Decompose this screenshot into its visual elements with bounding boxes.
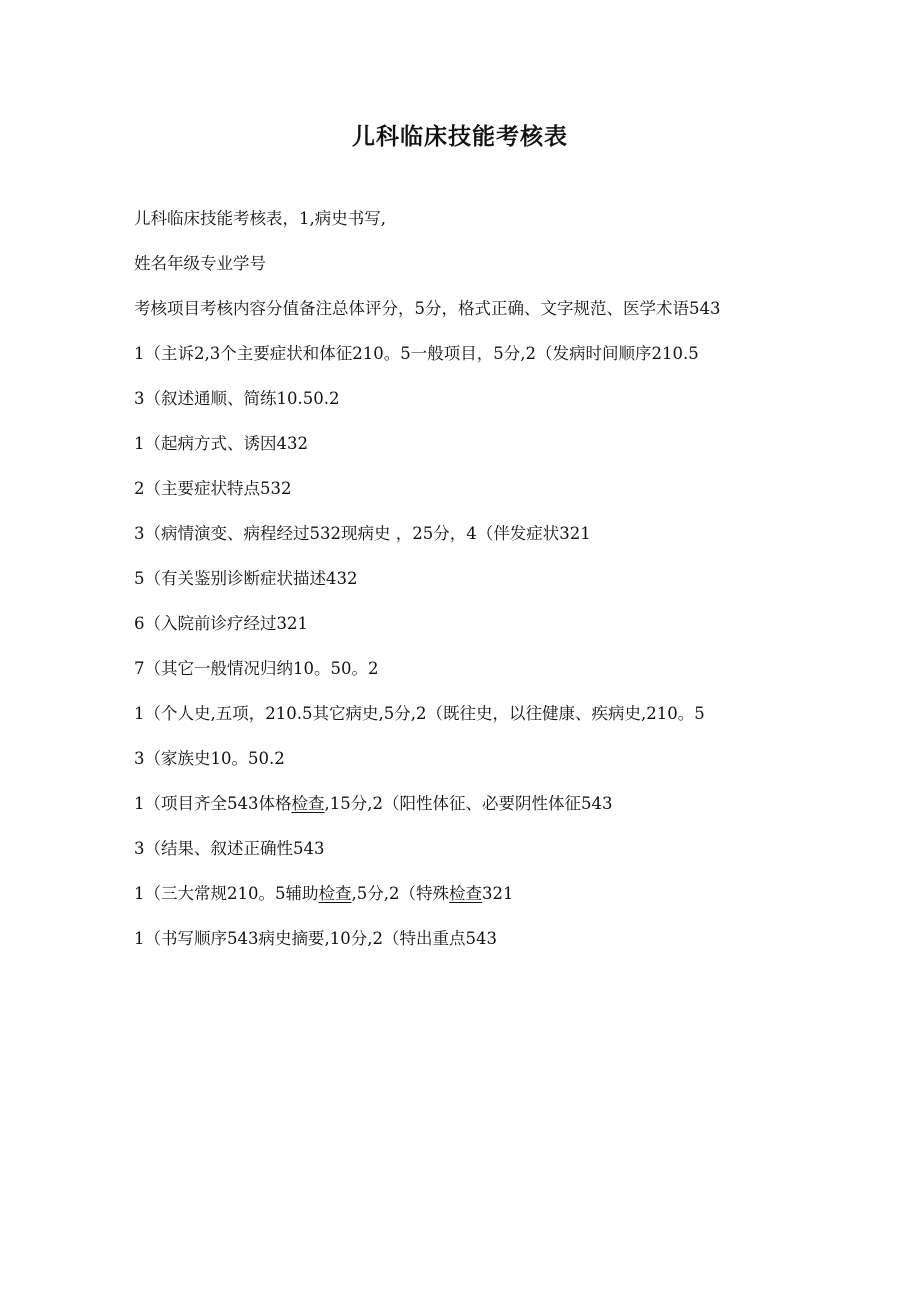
paragraph-11: 7（其它一般情况归纳10。50。2 — [134, 659, 379, 678]
paragraph-5: 3（叙述通顺、简练10.50.2 — [134, 389, 340, 408]
underlined-term: 检查 — [449, 884, 482, 903]
paragraph-9: 5（有关鉴别诊断症状描述432 — [134, 569, 358, 588]
paragraph-4: 1（主诉2,3个主要症状和体征210。5一般项目，5分,2（发病时间顺序210.5 — [134, 344, 699, 363]
paragraph-12: 1（个人史,五项，210.5其它病史,5分,2（既往史，以往健康、疾病史,210。5 — [134, 704, 705, 723]
paragraph-17: 1（书写顺序543病史摘要,10分,2（特出重点543 — [134, 929, 497, 948]
document-title: 儿科临床技能考核表 — [352, 124, 568, 150]
paragraph-6: 1（起病方式、诱因432 — [134, 434, 308, 453]
paragraph-14 — [103, 781, 783, 826]
paragraph-16-part-c: ,5分,2（特殊 — [351, 884, 449, 903]
underlined-term: 检查 — [291, 794, 325, 813]
paragraph-13: 3（家族史10。50.2 — [134, 749, 285, 768]
document-body — [103, 196, 783, 961]
paragraph-3: 考核项目考核内容分值备注总体评分，5分，格式正确、文字规范、医学术语543 — [134, 299, 721, 318]
paragraph-15: 3（结果、叙述正确性543 — [134, 839, 325, 858]
paragraph-16-part-a: 1（三大常规210。5辅助 — [134, 884, 319, 903]
paragraph-16 — [103, 871, 783, 916]
paragraph-16-part-e: 321 — [482, 884, 514, 903]
paragraph-2: 姓名年级专业学号 — [134, 254, 266, 273]
paragraph-14-part-a: 1（项目齐全543体格 — [134, 794, 292, 813]
paragraph-7: 2（主要症状特点532 — [134, 479, 292, 498]
underlined-term: 检查 — [318, 884, 352, 903]
paragraph-8: 3（病情演变、病程经过532现病史 ，25分，4（伴发症状321 — [134, 524, 591, 543]
paragraph-10: 6（入院前诊疗经过321 — [134, 614, 308, 633]
paragraph-1: 儿科临床技能考核表，1,病史书写, — [134, 209, 386, 228]
paragraph-14-part-c: ,15分,2（阳性体征、必要阴性体征543 — [324, 794, 613, 813]
